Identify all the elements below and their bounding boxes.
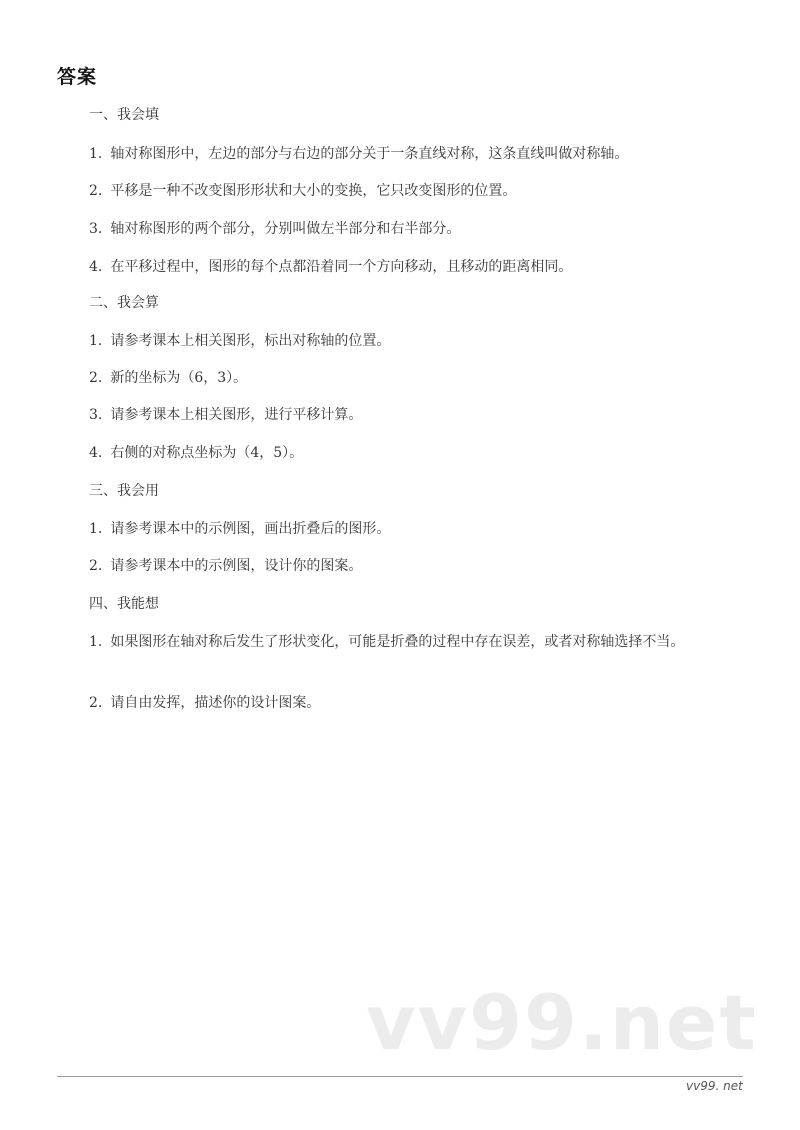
item-text: 请参考课本上相关图形，进行平移计算。 — [110, 407, 363, 423]
answer-item — [57, 631, 747, 653]
item-number: 1. — [89, 333, 103, 349]
item-number: 2. — [89, 558, 103, 574]
answer-item — [57, 180, 779, 202]
item-text: 请参考课本中的示例图，设计你的图案。 — [110, 558, 363, 574]
answer-item — [57, 218, 779, 240]
item-number: 3. — [89, 221, 103, 237]
item-number: 1. — [89, 634, 103, 650]
answer-item — [57, 143, 779, 165]
item-text: 平移是一种不改变图形形状和大小的变换，它只改变图形的位置。 — [110, 183, 517, 199]
section-heading: 四、我能想 — [89, 596, 159, 612]
item-text: 新的坐标为（6，3）。 — [110, 370, 248, 386]
answer-item — [57, 518, 779, 540]
item-number: 2. — [89, 370, 103, 386]
answer-item — [57, 367, 779, 389]
item-text: 在平移过程中，图形的每个点都沿着同一个方向移动，且移动的距离相同。 — [110, 259, 573, 275]
item-text: 轴对称图形中，左边的部分与右边的部分关于一条直线对称，这条直线叫做对称轴。 — [110, 146, 629, 162]
answer-item — [57, 330, 779, 352]
section-heading: 一、我会填 — [89, 107, 159, 123]
item-number: 1. — [89, 521, 103, 537]
section-heading: 三、我会用 — [89, 483, 159, 499]
page-title: 答案 — [57, 66, 98, 88]
section-heading: 二、我会算 — [89, 295, 159, 311]
item-number: 3. — [89, 407, 103, 423]
item-text: 轴对称图形的两个部分，分别叫做左半部分和右半部分。 — [110, 221, 461, 237]
item-text: 右侧的对称点坐标为（4，5）。 — [110, 445, 304, 461]
footer-divider — [57, 1076, 743, 1077]
answer-item — [57, 404, 779, 426]
answer-item — [57, 555, 779, 577]
footer-site-label: vv99. net — [686, 1079, 743, 1093]
item-number: 4. — [89, 445, 103, 461]
item-text: 请参考课本上相关图形，标出对称轴的位置。 — [110, 333, 391, 349]
item-text: 如果图形在轴对称后发生了形状变化，可能是折叠的过程中存在误差，或者对称轴选择不当。 — [110, 634, 685, 650]
answer-item — [57, 256, 779, 278]
item-number: 1. — [89, 146, 103, 162]
watermark: vv99.net — [366, 978, 758, 1067]
item-number: 2. — [89, 695, 103, 711]
item-number: 2. — [89, 183, 103, 199]
answer-item — [57, 442, 779, 464]
item-text: 请自由发挥，描述你的设计图案。 — [110, 695, 321, 711]
item-text: 请参考课本中的示例图，画出折叠后的图形。 — [110, 521, 391, 537]
answer-item — [57, 692, 779, 714]
item-number: 4. — [89, 259, 103, 275]
